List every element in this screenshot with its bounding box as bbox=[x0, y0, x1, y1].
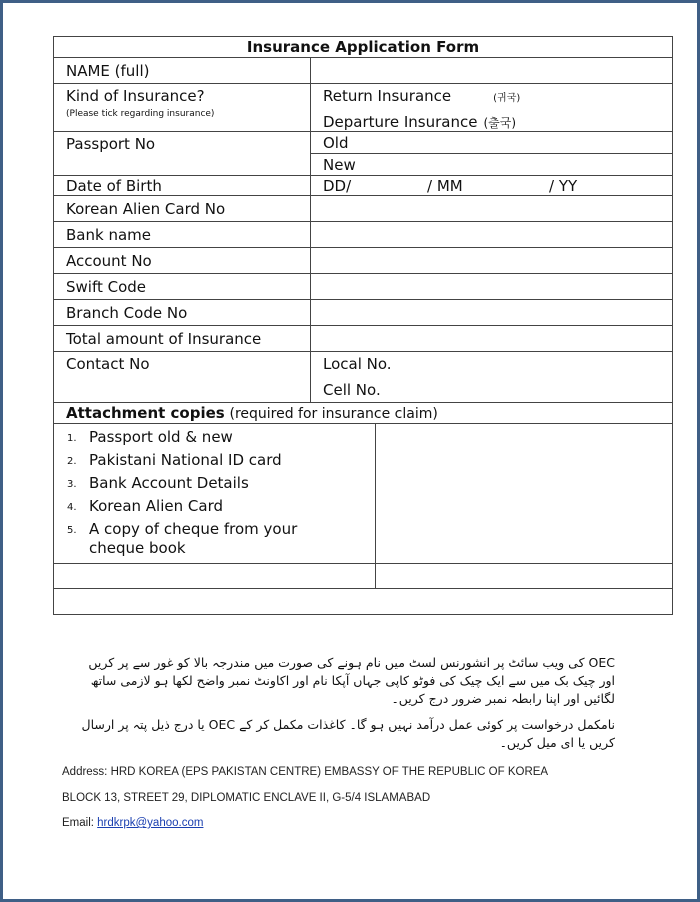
dob-field[interactable] bbox=[311, 176, 673, 196]
dob-dd: DD/ bbox=[323, 176, 352, 195]
insurance-form-table bbox=[53, 36, 673, 615]
swift-code-field[interactable] bbox=[311, 274, 673, 300]
option-return-insurance[interactable] bbox=[323, 87, 520, 105]
passport-new-field[interactable] bbox=[311, 154, 673, 176]
bank-name-field[interactable] bbox=[311, 222, 673, 248]
passport-old-field[interactable] bbox=[311, 132, 673, 154]
urdu-instructions-2: نامکمل درخواست پر کوئی عمل درآمد نہیں ہو گا۔ کاغذات مکمل کر کے OEC یا درج ذیل پتہ پر ارسال کریں یا ای میل کریں۔ bbox=[81, 717, 615, 750]
attachment-item: Pakistani National ID card bbox=[89, 451, 282, 469]
attachment-item: A copy of cheque from your cheque book bbox=[89, 520, 298, 557]
branch-code-field[interactable] bbox=[311, 300, 673, 326]
email-label: Email: bbox=[62, 817, 94, 829]
account-no-label: Account No bbox=[54, 248, 311, 274]
bank-name-label: Bank name bbox=[54, 222, 311, 248]
total-amount-field[interactable] bbox=[311, 326, 673, 352]
attachment-item: Bank Account Details bbox=[89, 474, 249, 492]
return-insurance-label: Return Insurance bbox=[323, 87, 452, 105]
contact-cell-label: Cell No. bbox=[323, 381, 381, 399]
passport-new-label: New bbox=[323, 155, 356, 174]
contact-local-label: Local No. bbox=[323, 355, 392, 373]
alien-card-field[interactable] bbox=[311, 196, 673, 222]
attachment-item: Passport old & new bbox=[89, 428, 233, 446]
contact-field[interactable] bbox=[311, 352, 673, 403]
insurance-options bbox=[311, 84, 673, 132]
kind-of-insurance-cell bbox=[54, 84, 311, 132]
attachment-item: Korean Alien Card bbox=[89, 497, 223, 515]
email-line bbox=[62, 817, 203, 829]
name-label: NAME (full) bbox=[54, 58, 311, 84]
email-link[interactable]: hrdkrpk@yahoo.com bbox=[97, 817, 204, 829]
attachment-list bbox=[54, 428, 375, 558]
dob-mm: / MM bbox=[427, 176, 463, 195]
attachment-heading-title: Attachment copies bbox=[66, 404, 225, 422]
return-korean-label: (귀국) bbox=[493, 93, 521, 104]
name-field[interactable] bbox=[311, 58, 673, 84]
alien-card-label: Korean Alien Card No bbox=[54, 196, 311, 222]
attachment-heading-note: (required for insurance claim) bbox=[229, 406, 438, 422]
dob-label: Date of Birth bbox=[54, 176, 311, 196]
departure-insurance-label: Departure Insurance bbox=[323, 113, 478, 131]
passport-label: Passport No bbox=[54, 132, 311, 176]
swift-code-label: Swift Code bbox=[54, 274, 311, 300]
account-no-field[interactable] bbox=[311, 248, 673, 274]
attachment-checkbox-area[interactable] bbox=[376, 424, 673, 564]
empty-row-left bbox=[54, 564, 376, 589]
total-amount-label: Total amount of Insurance bbox=[54, 326, 311, 352]
option-departure-insurance[interactable] bbox=[323, 113, 672, 131]
attachment-heading bbox=[54, 403, 673, 424]
form-title: Insurance Application Form bbox=[54, 37, 673, 58]
departure-korean-label: (출국) bbox=[483, 116, 517, 130]
address-line-2: BLOCK 13, STREET 29, DIPLOMATIC ENCLAVE II, G-5/4 ISLAMABAD bbox=[62, 792, 431, 804]
branch-code-label: Branch Code No bbox=[54, 300, 311, 326]
attachment-list-cell bbox=[54, 424, 376, 564]
urdu-instructions-1: OEC کی ویب سائٹ پر انشورنس لسٹ میں نام ہونے کی صورت میں مندرجہ بالا کو غور سے پر کریں اور چیک بک میں سے ایک چیک کی فوٹو کاپی جہاں آپکا نام اور اکاونٹ نمبر واضح لکھا ہو لازمی ساتھ لگائیں اور اپنا رابطہ نمبر ضرور درج کریں۔ bbox=[88, 655, 615, 706]
empty-row-right bbox=[376, 564, 673, 589]
kind-label: Kind of Insurance? bbox=[66, 87, 205, 105]
contact-label: Contact No bbox=[54, 352, 311, 403]
passport-old-label: Old bbox=[323, 133, 349, 152]
address-line-1: Address: HRD KOREA (EPS PAKISTAN CENTRE) EMBASSY OF THE REPUBLIC OF KOREA bbox=[62, 766, 549, 778]
dob-yy: / YY bbox=[549, 176, 578, 195]
empty-footer-row bbox=[54, 589, 673, 615]
kind-note: (Please tick regarding insurance) bbox=[66, 109, 215, 119]
